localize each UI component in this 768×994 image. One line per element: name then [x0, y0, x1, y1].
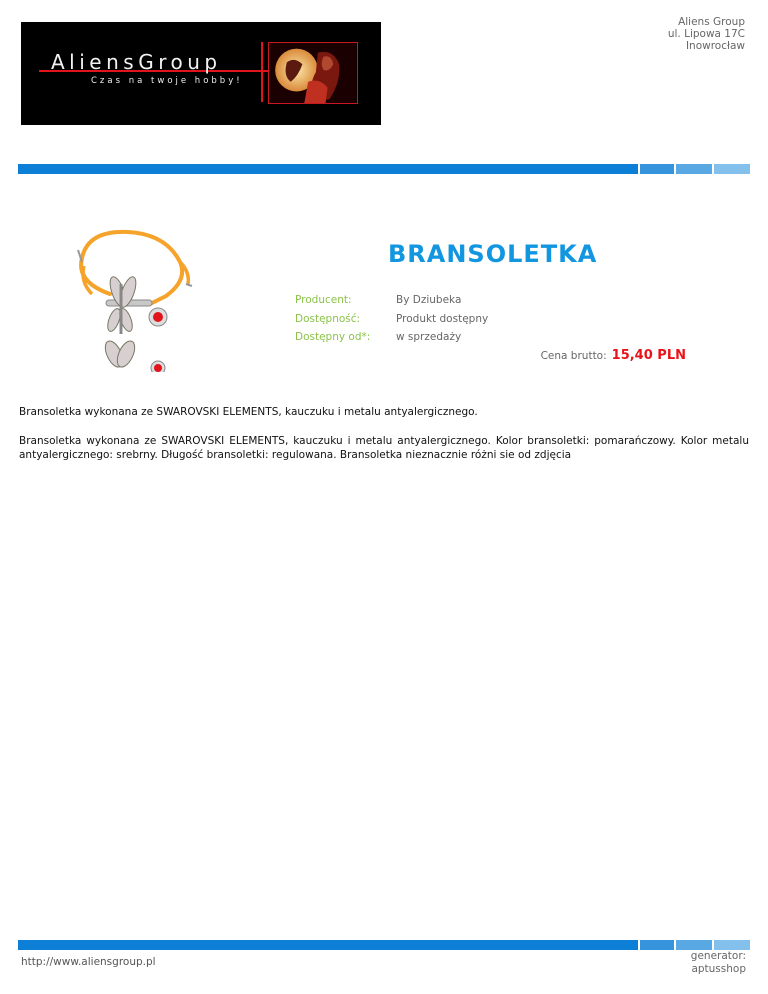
- price-block: [541, 348, 686, 363]
- logo-tagline: Czas na twoje hobby!: [91, 76, 243, 86]
- detail-label: Dostępność:: [295, 312, 361, 325]
- detail-row-available-from: [295, 331, 488, 350]
- detail-row-producer: [295, 294, 488, 313]
- description-long: Bransoletka wykonana ze SWAROVSKI ELEMENTS, kauczuku i metalu antyalergicznego. Kolor bransoletki: pomarańczowy. Kolor metalu antyalergicznego: srebrny. Długość bransoletki: regulowana. Bransoletka nieznacznie różni sie od zdjęcia: [19, 435, 749, 461]
- description-short: Bransoletka wykonana ze SWAROVSKI ELEMENTS, kauczuku i metalu antyalergicznego.: [19, 406, 478, 418]
- header-divider-bar: [18, 164, 750, 174]
- product-details: [295, 294, 488, 350]
- company-street: ul. Lipowa 17C: [667, 28, 745, 40]
- company-city: Inowrocław: [685, 40, 745, 52]
- price-value: 15,40 PLN: [611, 348, 686, 363]
- bracelet-image: [70, 222, 210, 372]
- footer-divider-bar: [18, 940, 750, 950]
- product-title: BRANSOLETKA: [388, 240, 598, 268]
- generator-label: generator:: [690, 950, 746, 962]
- footer-generator: [691, 950, 746, 975]
- logo-wordmark: AliensGroup: [51, 50, 222, 74]
- logo-photo-image: [268, 42, 358, 104]
- company-name: Aliens Group: [678, 16, 745, 28]
- detail-value: Produkt dostępny: [396, 312, 489, 325]
- footer-website-link[interactable]: http://www.aliensgroup.pl: [21, 956, 156, 968]
- company-logo: [21, 22, 381, 125]
- detail-value: w sprzedaży: [396, 331, 462, 343]
- logo-red-divider: [261, 42, 263, 102]
- company-address: [668, 16, 745, 52]
- detail-label: Producent:: [295, 294, 352, 306]
- detail-value: By Dziubeka: [396, 294, 462, 306]
- detail-row-availability: [295, 313, 488, 332]
- detail-label: Dostępny od*:: [295, 331, 371, 343]
- price-label: Cena brutto:: [540, 350, 607, 362]
- generator-name: aptusshop: [691, 962, 746, 975]
